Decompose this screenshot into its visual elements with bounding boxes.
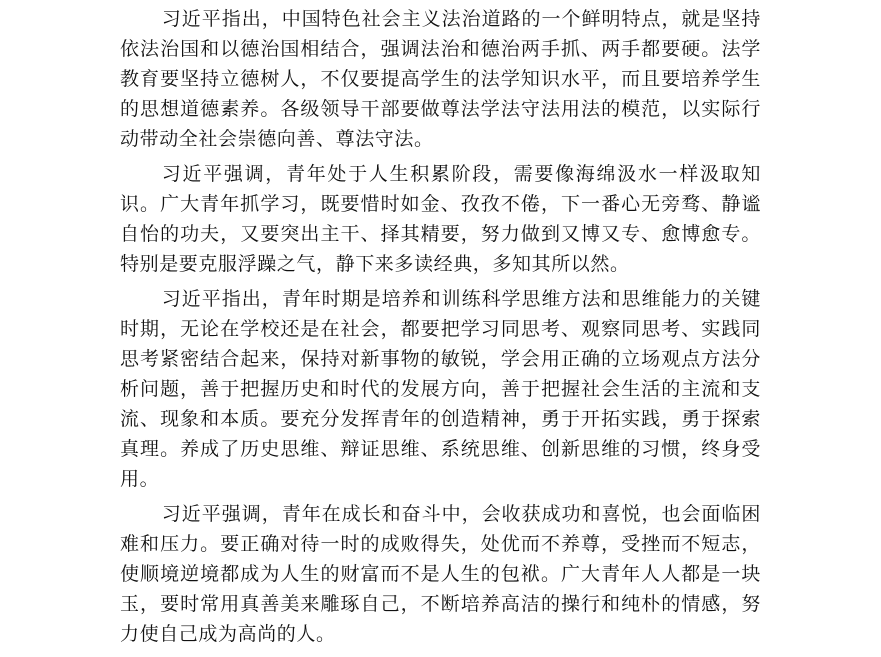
document-body [120, 4, 761, 654]
paragraph-rule-of-law: 习近平指出，中国特色社会主义法治道路的一个鲜明特点，就是坚持依法治国和以德治国相结合，强调法治和德治两手抓、两手都要硬。法学教育要坚持立德树人，不仅要提高学生的法学知识水平，而且要培养学生的思想道德素养。各级领导干部要做尊法学法守法用法的模范，以实际行动带动全社会崇德向善、尊法守法。 [120, 8, 761, 150]
paragraph-thinking: 习近平指出，青年时期是培养和训练科学思维方法和思维能力的关键时期，无论在学校还是在社会，都要把学习同思考、观察同思考、实践同思考紧密结合起来，保持对新事物的敏锐，学会用正确的立场观点方法分析问题，善于把握历史和时代的发展方向，善于把握社会生活的主流和支流、现象和本质。要充分发挥青年的创造精神，勇于开拓实践，勇于探索真理。养成了历史思维、辩证思维、系统思维、创新思维的习惯，终身受用。 [120, 288, 761, 490]
paragraph-learning: 习近平强调，青年处于人生积累阶段，需要像海绵汲水一样汲取知识。广大青年抓学习，既要惜时如金、孜孜不倦，下一番心无旁骛、静谧自怡的功夫，又要突出主干、择其精要，努力做到又博又专、愈博愈专。特别是要克服浮躁之气，静下来多读经典，多知其所以然。 [120, 163, 761, 275]
paragraph-growth: 习近平强调，青年在成长和奋斗中，会收获成功和喜悦，也会面临困难和压力。要正确对待一时的成败得失，处优而不养尊，受挫而不短志，使顺境逆境都成为人生的财富而不是人生的包袱。广大青年人人都是一块玉，要时常用真善美来雕琢自己，不断培养高洁的操行和纯朴的情感，努力使自己成为高尚的人。 [120, 503, 761, 645]
